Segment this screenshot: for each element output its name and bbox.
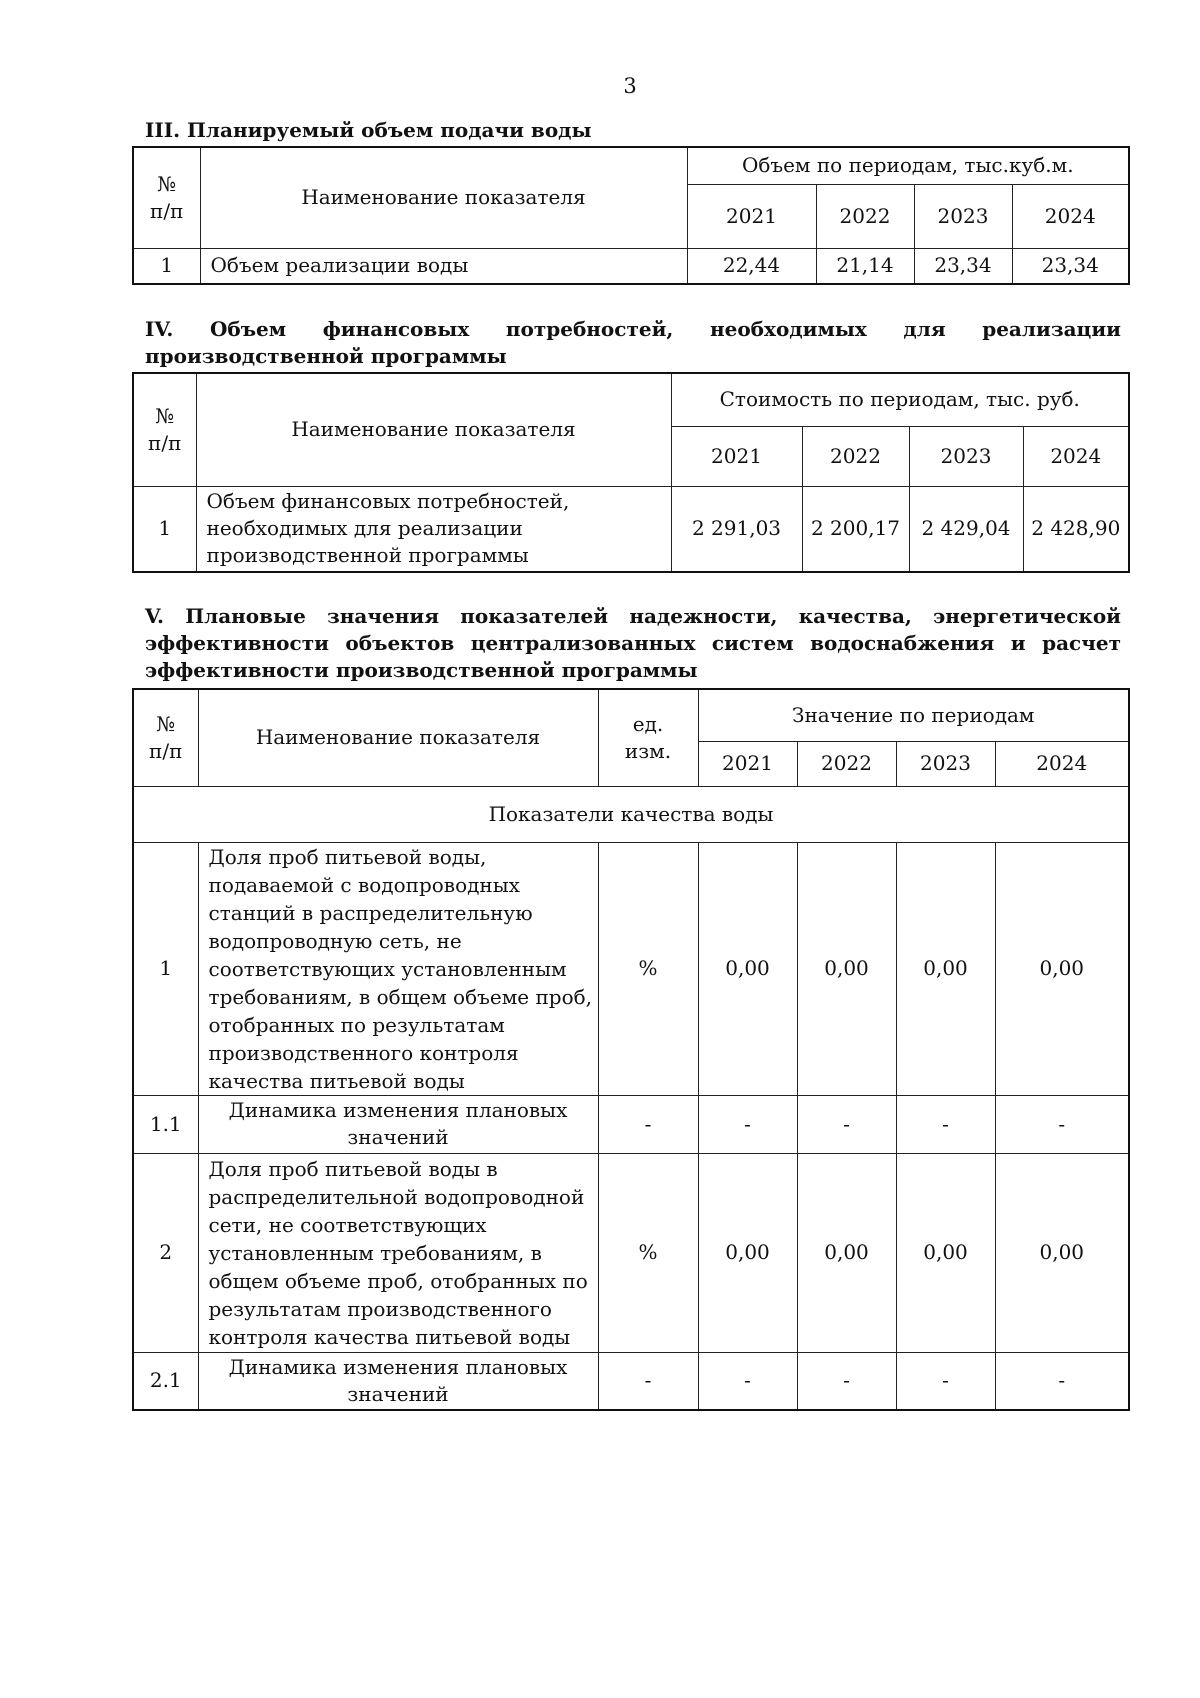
row-name: Доля проб питьевой воды, подаваемой с водопроводных станций в распределительную водопроводную сеть, не соответствующих установленным требованиям, в общем объеме проб, отобранных по результатам производственного контроля качества питьевой воды [198,842,598,1095]
column-header-period-group: Стоимость по периодам, тыс. руб. [671,373,1129,426]
row-value: - [698,1095,797,1153]
row-value: 0,00 [896,1153,995,1352]
year-header: 2021 [687,184,816,248]
year-header: 2023 [909,426,1023,486]
row-value: - [797,1095,896,1153]
row-number: 2 [133,1153,198,1352]
table-row [133,1095,1129,1153]
column-header-name: Наименование показателя [196,373,671,486]
year-header: 2024 [995,741,1129,786]
column-header-period-group: Значение по периодам [698,689,1129,741]
row-value: 2 291,03 [671,486,802,572]
column-header-number: № п/п [133,147,200,248]
row-number: 1 [133,486,196,572]
year-header: 2022 [816,184,914,248]
row-value: 0,00 [896,842,995,1095]
quality-indicators-table [132,688,1130,1411]
row-value: 0,00 [797,842,896,1095]
column-header-number: № п/п [133,689,198,786]
row-name: Динамика изменения плановых значений [198,1352,598,1410]
row-value: 2 428,90 [1023,486,1129,572]
row-number: 1.1 [133,1095,198,1153]
year-header: 2022 [797,741,896,786]
table-row [133,486,1129,572]
row-value: 0,00 [995,842,1129,1095]
year-header: 2021 [698,741,797,786]
row-value: 0,00 [698,842,797,1095]
column-header-name: Наименование показателя [200,147,687,248]
column-header-period-group: Объем по периодам, тыс.куб.м. [687,147,1129,184]
row-value: - [995,1095,1129,1153]
row-name: Динамика изменения плановых значений [198,1095,598,1153]
row-unit: - [598,1095,698,1153]
table-row [133,1153,1129,1352]
water-supply-volume-table [132,146,1130,285]
year-header: 2023 [914,184,1012,248]
row-value: 0,00 [995,1153,1129,1352]
row-number: 2.1 [133,1352,198,1410]
column-header-unit: ед. изм. [598,689,698,786]
table-row [133,248,1129,284]
row-value: 2 429,04 [909,486,1023,572]
subheader-water-quality: Показатели качества воды [133,786,1129,842]
row-unit: - [598,1352,698,1410]
row-name: Доля проб питьевой воды в распределительной водопроводной сети, не соответствующих установленным требованиям, в общем объеме проб, отобранных по результатам производственного контроля качества питьевой воды [198,1153,598,1352]
row-number: 1 [133,842,198,1095]
row-number: 1 [133,248,200,284]
year-header: 2024 [1023,426,1129,486]
row-value: - [698,1352,797,1410]
row-name: Объем финансовых потребностей, необходимых для реализации производственной программы [196,486,671,572]
section-5-heading: V. Плановые значения показателей надежности, качества, энергетической эффективности объектов централизованных систем водоснабжения и расчет эффективности производственной программы [145,604,1121,682]
row-value: - [896,1352,995,1410]
financial-needs-table [132,372,1130,573]
section-4-heading: IV. Объем финансовых потребностей, необходимых для реализации производственной программы [145,317,1121,368]
row-value: 23,34 [1012,248,1129,284]
row-value: 2 200,17 [802,486,909,572]
year-header: 2023 [896,741,995,786]
table-row [133,1352,1129,1410]
row-value: - [896,1095,995,1153]
section-3-heading: III. Планируемый объем подачи воды [145,118,592,142]
row-value: 21,14 [816,248,914,284]
row-value: - [995,1352,1129,1410]
row-unit: % [598,842,698,1095]
column-header-name: Наименование показателя [198,689,598,786]
year-header: 2022 [802,426,909,486]
page-number: 3 [623,74,637,98]
row-value: 0,00 [698,1153,797,1352]
year-header: 2021 [671,426,802,486]
row-name: Объем реализации воды [200,248,687,284]
row-unit: % [598,1153,698,1352]
year-header: 2024 [1012,184,1129,248]
column-header-number: № п/п [133,373,196,486]
row-value: - [797,1352,896,1410]
row-value: 0,00 [797,1153,896,1352]
table-row [133,842,1129,1095]
row-value: 23,34 [914,248,1012,284]
row-value: 22,44 [687,248,816,284]
